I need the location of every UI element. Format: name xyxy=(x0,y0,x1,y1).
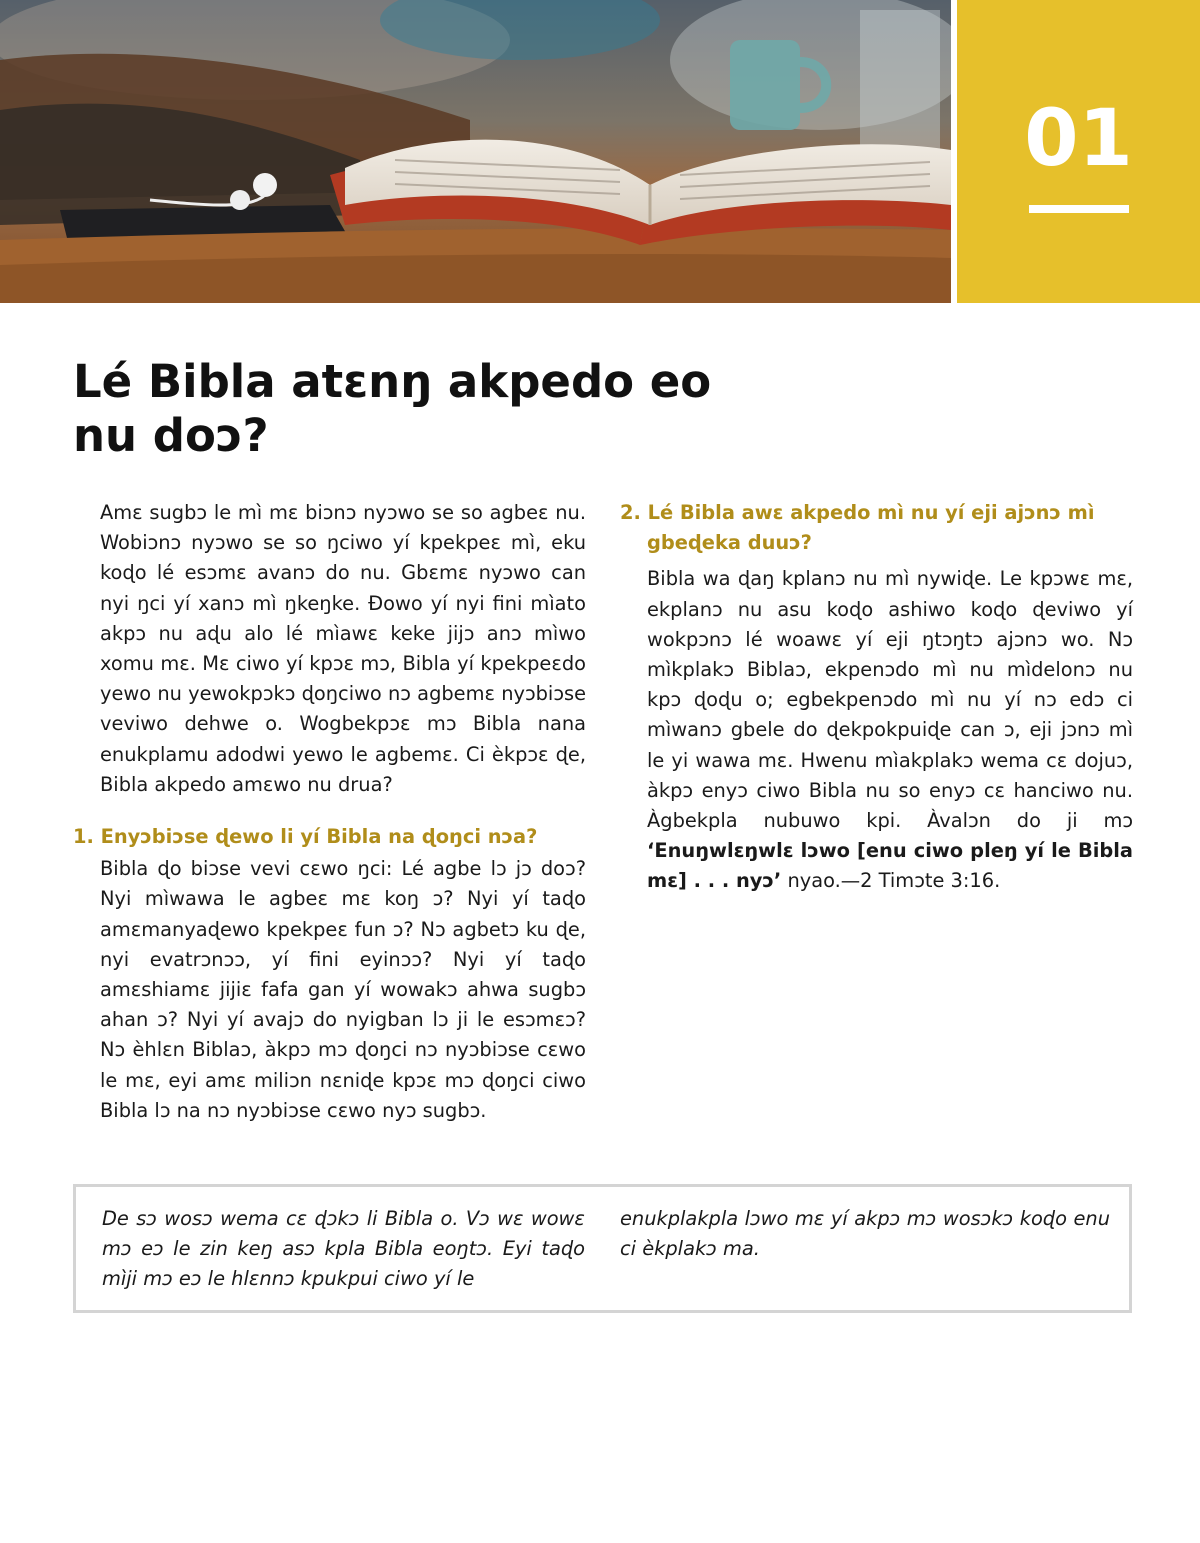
lesson-number: 01 xyxy=(1024,94,1133,184)
scripture-citation: nyao.—2 Timɔte 3:16. xyxy=(781,869,1001,893)
bible-illustration xyxy=(0,0,951,303)
hero-photo xyxy=(0,0,951,303)
lesson-number-underline xyxy=(1029,205,1129,213)
question-2-body xyxy=(620,564,1133,896)
note-text-left: De sɔ wosɔ wema cɛ ɖɔkɔ li Bibla o. Vɔ wɛ wowɛ mɔ eɔ le zin keŋ asɔ kpla Bibla eoŋtɔ. Eyi taɖo mìji mɔ eɔ le hlɛnnɔ kpukpui ciwo yí le xyxy=(102,1207,585,1291)
question-1-heading: 1. Enyɔbiɔse ɖewo li yí Bibla na ɖoŋci nɔa? xyxy=(73,825,538,849)
question-2-heading: 2. Lé Bibla awɛ akpedo mì nu yí eji ajɔnɔ mì gbeɖeka duuɔ? xyxy=(620,501,1095,555)
note-box xyxy=(73,1184,1132,1313)
intro-paragraph: Amɛ sugbɔ le mì mɛ biɔnɔ nyɔwo se so agbeɛ nu. Wobiɔnɔ nyɔwo se so ŋciwo yí kpekpeɛ mì, eku koɖo lé esɔmɛ avanɔ do nu. Gbɛmɛ nyɔwo can nyi ŋci yí xanɔ mì ŋkeŋke. Ɖowo yí nyi fini mìato akpɔ nu aɖu alo lé mìawɛ keke jijɔ anɔ mìwo xomu mɛ. Mɛ ciwo yí kpɔɛ mɔ, Bibla yí kpekpeɛdo yewo nu yewokpɔkɔ ɖoŋciwo nɔ agbemɛ nyɔbiɔse veviwo dehwe o. Wogbekpɔɛ mɔ Bibla nana enukplamu adodwi yewo le agbemɛ. Ci èkpɔɛ ɖe, Bibla akpedo amɛwo nu drua? xyxy=(100,501,586,796)
note-text-right: enukplakpla lɔwo mɛ yí akpɔ mɔ wosɔkɔ koɖo enu ci èkplakɔ ma. xyxy=(620,1207,1110,1261)
question-1-body: Bibla ɖo biɔse vevi cɛwo ŋci: Lé agbe lɔ jɔ doɔ? Nyi mìwawa le agbeɛ mɛ koŋ ɔ? Nyi yí taɖo amɛmanyaɖewo kpekpeɛ fun ɔ? Nɔ agbetɔ ku ɖe, nyi evatrɔnɔɔ, yí fini eyinɔɔ? Nyi yí taɖo amɛshiamɛ jijiɛ fafa gan yí wowakɔ ahwa sugbɔ ahan ɔ? Nyi yí avajɔ do nyigban lɔ ji le esɔmɛɔ? Nɔ èhlɛn Biblaɔ, àkpɔ mɔ ɖoŋci nɔ nyɔbiɔse cɛwo le mɛ, eyi amɛ miliɔn nɛniɖe kpɔɛ mɔ ɖoŋci ciwo Bibla lɔ na nɔ nyɔbiɔse cɛwo nyɔ sugbɔ. xyxy=(100,857,586,1122)
question-2-text: Bibla wa ɖaŋ kplanɔ nu mì nywiɖe. Le kpɔwɛ mɛ, ekplanɔ nu asu koɖo ashiwo koɖo ɖeviwo yí wokpɔnɔ lé woawɛ yí eji ŋtɔŋtɔ ajɔnɔ wo. Nɔ mìkplakɔ Biblaɔ, ekpenɔdo mì nu mìdelonɔ nu kpɔ ɖoɖu o; egbekpenɔdo mì nu yí nɔ edɔ ci mìwanɔ gbele do ɖekpokpuiɖe can ɔ, eji jɔnɔ mì le yi wawa mɛ. Hwenu mìakplakɔ wema cɛ dojuɔ, àkpɔ enyɔ ciwo Bibla nu so enyɔ cɛ hanciwo nu. Àgbekpla nubuwo kpi. Àvalɔn do ji mɔ xyxy=(647,567,1133,833)
right-column xyxy=(620,498,1133,897)
lesson-number-box xyxy=(957,0,1200,303)
left-column xyxy=(73,498,586,1126)
scripture-quote: ‘Enuŋwlɛŋwlɛ lɔwo [enu ciwo pleŋ yí le Bibla mɛ] . . . nyɔ’ xyxy=(647,839,1133,893)
page-title: Lé Bibla atɛnŋ akpedo eo nu doɔ? xyxy=(73,355,712,462)
